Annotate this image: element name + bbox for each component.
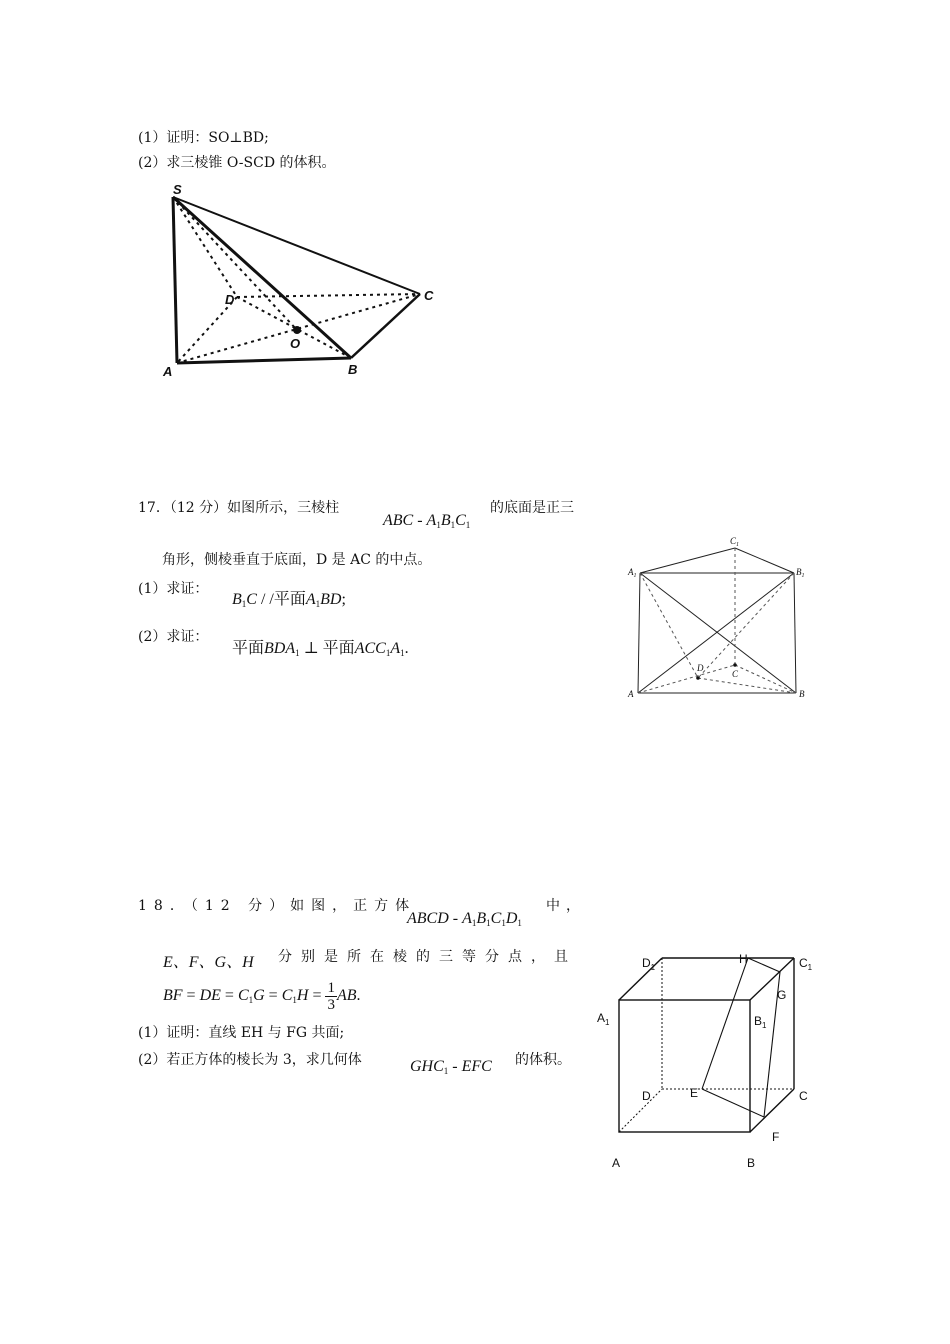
label-A1: $A_1$ — [597, 1011, 610, 1027]
label-B: B — [348, 362, 358, 377]
label-E: E — [690, 1086, 699, 1100]
label-A: A — [612, 1156, 621, 1170]
label-D: D — [642, 1089, 651, 1103]
fraction-one-third: $\frac{1}{3}$ — [327, 979, 335, 1013]
label-C: C — [799, 1089, 808, 1103]
label-O: O — [290, 336, 301, 351]
q18-part2-math: $GHC_1$ - EFC — [410, 1058, 492, 1076]
label-G: G — [777, 988, 787, 1002]
q16-part2: (2）求三棱锥 O-SCD 的体积。 — [138, 155, 336, 171]
label-A: A — [163, 364, 173, 379]
label-C: C — [732, 669, 739, 679]
label-D: D — [225, 292, 235, 307]
label-A: A — [628, 689, 634, 699]
label-A1: $A_1$ — [628, 567, 637, 579]
q18-cube-expr: ABCD - $A_1B_1C_1D_1$ — [407, 910, 522, 928]
q18-part2-a: (2）若正方体的棱长为 3，求几何体 — [138, 1052, 362, 1068]
label-C1: $C_1$ — [799, 956, 813, 972]
label-C: C — [424, 288, 434, 303]
label-B1: $B_1$ — [754, 1014, 767, 1030]
label-B: B — [799, 689, 805, 699]
q17-prism-expr: ABC - $A_1B_1C_1$ — [383, 512, 471, 530]
q18-stem-a: 18．（12 分）如图，正方体 — [138, 898, 417, 914]
label-B1: $B_1$ — [796, 567, 805, 579]
q17-stem-a: 17．（12 分）如图所示，三棱柱 — [138, 500, 340, 516]
q18-stem-c: 分别是所在棱的三等分点，且 — [278, 949, 577, 965]
q18-part2-b: 的体积。 — [515, 1052, 571, 1068]
q17-stem-c: 角形，侧棱垂直于底面，D 是 AC 的中点。 — [162, 552, 432, 568]
label-H: H — [739, 952, 748, 966]
q18-equation: BF = DE = $C_1G = C_1H$ = $\frac{1}{3}$ AB. — [163, 979, 361, 1013]
q18-stem-b: 中， — [546, 898, 586, 914]
q17-part1-math: $B_1C$ / /平面$A_1BD$; — [232, 591, 346, 609]
label-B: B — [747, 1156, 756, 1170]
q17-stem-b: 的底面是正三 — [490, 500, 574, 516]
label-D: D — [697, 663, 704, 673]
label-F: F — [772, 1130, 780, 1144]
q17-part2-math: 平面$BDA_1$ ⊥ 平面$ACC_1A_1$. — [232, 640, 409, 658]
q17-part1-label: (1）求证： — [138, 581, 209, 597]
q17-part2-label: (2）求证： — [138, 629, 209, 645]
q16-part1: (1）证明：SO⊥BD; — [138, 130, 269, 146]
label-S: S — [173, 182, 182, 197]
q17-prism-figure — [618, 535, 838, 730]
q18-part1: (1）证明：直线 EH 与 FG 共面; — [138, 1025, 345, 1041]
q18-cube-figure — [590, 945, 830, 1185]
label-C1: $C_1$ — [730, 536, 740, 548]
q18-points: E、F、G、H — [163, 954, 254, 971]
label-D1: $D_1$ — [642, 956, 656, 972]
q16-pyramid-figure — [155, 180, 455, 380]
